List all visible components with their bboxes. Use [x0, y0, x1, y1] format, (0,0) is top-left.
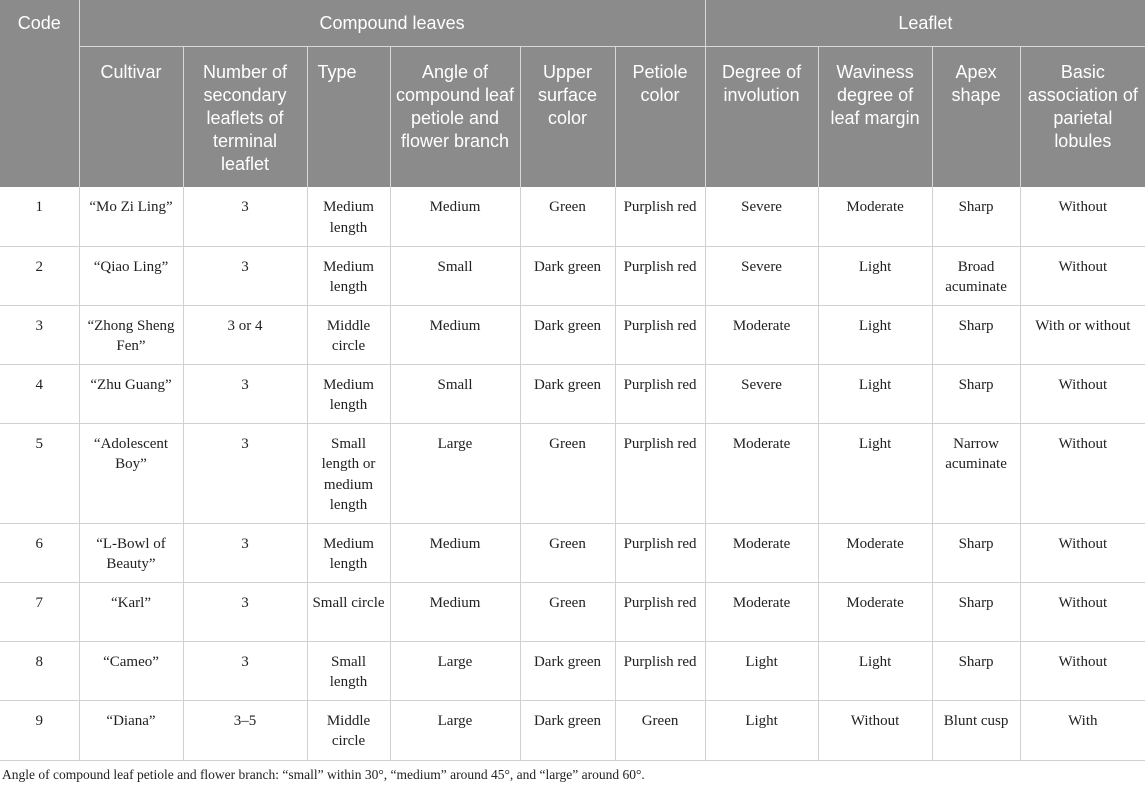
cell-secondary-leaflets: 3 — [183, 582, 307, 641]
cell-waviness: Moderate — [818, 582, 932, 641]
header-angle: Angle of compound leaf petiole and flower branch — [390, 46, 520, 187]
table-row — [0, 364, 1145, 423]
cell-degree-of-involution: Severe — [705, 246, 818, 305]
cell-degree-of-involution: Severe — [705, 364, 818, 423]
cell-upper-surface-color: Green — [520, 523, 615, 582]
cell-cultivar: “Zhong Sheng Fen” — [79, 305, 183, 364]
cell-angle: Large — [390, 423, 520, 523]
cell-type: Medium length — [307, 364, 390, 423]
cell-parietal-lobules: With — [1020, 700, 1145, 760]
cell-secondary-leaflets: 3 — [183, 246, 307, 305]
table-row — [0, 305, 1145, 364]
cell-waviness: Light — [818, 305, 932, 364]
cell-petiole-color: Purplish red — [615, 305, 705, 364]
cell-code: 3 — [0, 305, 79, 364]
cell-degree-of-involution: Moderate — [705, 423, 818, 523]
header-code: Code — [0, 0, 79, 187]
cell-code: 1 — [0, 187, 79, 246]
cell-cultivar: “Mo Zi Ling” — [79, 187, 183, 246]
cell-degree-of-involution: Moderate — [705, 582, 818, 641]
cell-upper-surface-color: Dark green — [520, 700, 615, 760]
header-group-leaflet: Leaflet — [705, 0, 1145, 46]
table-row — [0, 523, 1145, 582]
cell-upper-surface-color: Green — [520, 187, 615, 246]
table-row — [0, 700, 1145, 760]
header-parietal-lobules: Basic association of parietal lobules — [1020, 46, 1145, 187]
cell-petiole-color: Purplish red — [615, 641, 705, 700]
header-group-compound-leaves: Compound leaves — [79, 0, 705, 46]
header-upper-surface-color: Upper surface color — [520, 46, 615, 187]
cell-code: 7 — [0, 582, 79, 641]
cell-petiole-color: Purplish red — [615, 582, 705, 641]
cell-code: 5 — [0, 423, 79, 523]
cell-code: 8 — [0, 641, 79, 700]
cell-waviness: Light — [818, 364, 932, 423]
cell-parietal-lobules: Without — [1020, 423, 1145, 523]
cell-degree-of-involution: Moderate — [705, 305, 818, 364]
cell-waviness: Without — [818, 700, 932, 760]
cell-parietal-lobules: Without — [1020, 364, 1145, 423]
table-footnote: Angle of compound leaf petiole and flower branch: “small” within 30°, “medium” around 45°, and “large” around 60°. — [2, 767, 645, 782]
cell-apex-shape: Sharp — [932, 305, 1020, 364]
cell-parietal-lobules: Without — [1020, 246, 1145, 305]
cell-angle: Small — [390, 364, 520, 423]
cell-apex-shape: Sharp — [932, 187, 1020, 246]
cell-petiole-color: Purplish red — [615, 246, 705, 305]
cell-type: Small length — [307, 641, 390, 700]
cell-upper-surface-color: Dark green — [520, 305, 615, 364]
cell-petiole-color: Green — [615, 700, 705, 760]
cell-degree-of-involution: Severe — [705, 187, 818, 246]
cell-waviness: Light — [818, 246, 932, 305]
cell-upper-surface-color: Green — [520, 423, 615, 523]
header-secondary-leaflets: Number of secondary leaflets of terminal leaflet — [183, 46, 307, 187]
cell-parietal-lobules: Without — [1020, 187, 1145, 246]
cell-code: 2 — [0, 246, 79, 305]
cell-parietal-lobules: With or without — [1020, 305, 1145, 364]
cell-apex-shape: Sharp — [932, 523, 1020, 582]
cell-waviness: Moderate — [818, 187, 932, 246]
cell-secondary-leaflets: 3 — [183, 364, 307, 423]
cell-cultivar: “Adolescent Boy” — [79, 423, 183, 523]
cell-cultivar: “Zhu Guang” — [79, 364, 183, 423]
cell-angle: Large — [390, 641, 520, 700]
table-row — [0, 246, 1145, 305]
cell-angle: Medium — [390, 523, 520, 582]
cell-waviness: Moderate — [818, 523, 932, 582]
cell-apex-shape: Sharp — [932, 641, 1020, 700]
cell-cultivar: “L-Bowl of Beauty” — [79, 523, 183, 582]
cell-angle: Medium — [390, 582, 520, 641]
cell-petiole-color: Purplish red — [615, 523, 705, 582]
cell-cultivar: “Qiao Ling” — [79, 246, 183, 305]
cell-waviness: Light — [818, 641, 932, 700]
header-type: Type — [307, 46, 390, 187]
cell-type: Medium length — [307, 523, 390, 582]
cell-code: 9 — [0, 700, 79, 760]
cell-secondary-leaflets: 3 or 4 — [183, 305, 307, 364]
header-cultivar: Cultivar — [79, 46, 183, 187]
cell-code: 6 — [0, 523, 79, 582]
cell-angle: Medium — [390, 187, 520, 246]
table-row — [0, 423, 1145, 523]
cell-type: Middle circle — [307, 700, 390, 760]
cell-secondary-leaflets: 3 — [183, 187, 307, 246]
cell-type: Small circle — [307, 582, 390, 641]
cell-cultivar: “Karl” — [79, 582, 183, 641]
header-waviness: Waviness degree of leaf margin — [818, 46, 932, 187]
cell-apex-shape: Broad acuminate — [932, 246, 1020, 305]
cell-secondary-leaflets: 3 — [183, 523, 307, 582]
cell-type: Medium length — [307, 187, 390, 246]
header-row-columns — [0, 46, 1145, 187]
header-row-groups — [0, 0, 1145, 46]
cell-angle: Medium — [390, 305, 520, 364]
cell-upper-surface-color: Green — [520, 582, 615, 641]
header-apex-shape: Apex shape — [932, 46, 1020, 187]
cell-parietal-lobules: Without — [1020, 523, 1145, 582]
cell-code: 4 — [0, 364, 79, 423]
cell-secondary-leaflets: 3 — [183, 423, 307, 523]
cell-degree-of-involution: Moderate — [705, 523, 818, 582]
cell-apex-shape: Blunt cusp — [932, 700, 1020, 760]
cell-waviness: Light — [818, 423, 932, 523]
cell-apex-shape: Narrow acuminate — [932, 423, 1020, 523]
cell-angle: Small — [390, 246, 520, 305]
cell-degree-of-involution: Light — [705, 641, 818, 700]
cell-type: Middle circle — [307, 305, 390, 364]
cell-apex-shape: Sharp — [932, 582, 1020, 641]
cell-petiole-color: Purplish red — [615, 187, 705, 246]
cell-cultivar: “Diana” — [79, 700, 183, 760]
cell-upper-surface-color: Dark green — [520, 246, 615, 305]
cell-secondary-leaflets: 3–5 — [183, 700, 307, 760]
cell-petiole-color: Purplish red — [615, 423, 705, 523]
cell-secondary-leaflets: 3 — [183, 641, 307, 700]
cell-type: Medium length — [307, 246, 390, 305]
cell-type: Small length or medium length — [307, 423, 390, 523]
header-petiole-color: Petiole color — [615, 46, 705, 187]
cell-upper-surface-color: Dark green — [520, 364, 615, 423]
cell-parietal-lobules: Without — [1020, 582, 1145, 641]
table-row — [0, 187, 1145, 246]
cell-degree-of-involution: Light — [705, 700, 818, 760]
cell-angle: Large — [390, 700, 520, 760]
cell-cultivar: “Cameo” — [79, 641, 183, 700]
cell-parietal-lobules: Without — [1020, 641, 1145, 700]
cell-upper-surface-color: Dark green — [520, 641, 615, 700]
cell-petiole-color: Purplish red — [615, 364, 705, 423]
table-row — [0, 641, 1145, 700]
table-row — [0, 582, 1145, 641]
cell-apex-shape: Sharp — [932, 364, 1020, 423]
header-degree-of-involution: Degree of involution — [705, 46, 818, 187]
